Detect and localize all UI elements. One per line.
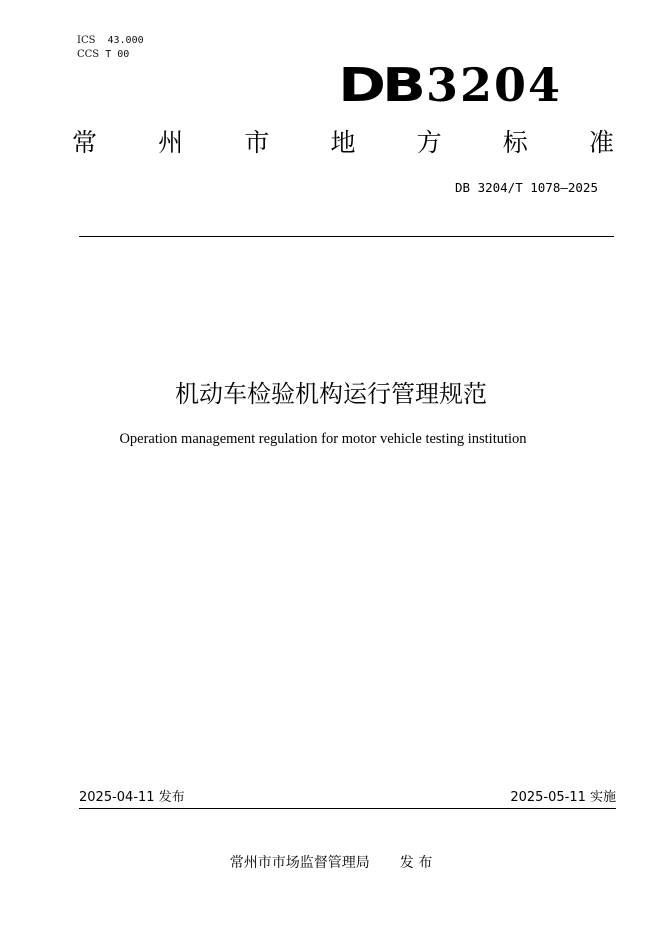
top-divider	[79, 236, 614, 237]
standard-type-char: 州	[158, 128, 184, 157]
document-title-english: Operation management regulation for motor vehicle testing institution	[119, 431, 527, 447]
standard-type-char: 方	[416, 128, 442, 157]
db-logo-letters: DB	[337, 58, 422, 112]
publisher-name: 常州市市场监督管理局	[229, 855, 370, 871]
bottom-divider	[79, 808, 616, 809]
standard-type-char: 常	[72, 128, 98, 157]
publisher-line	[0, 854, 662, 872]
ics-code: 43.000	[107, 35, 144, 46]
ccs-code: T 00	[105, 49, 130, 60]
issue-date: 2025-04-11 发布	[79, 790, 185, 805]
implementation-date: 2025-05-11 实施	[510, 790, 616, 805]
document-title-chinese: 机动车检验机构运行管理规范	[175, 380, 487, 408]
standard-type-char: 市	[244, 128, 270, 157]
db-logo-region-code: 3204	[425, 58, 562, 112]
standard-type-char: 地	[330, 128, 356, 157]
standard-number: DB 3204/T 1078—2025	[455, 180, 598, 195]
ccs-label: CCS	[77, 49, 100, 60]
ics-label: ICS	[77, 35, 96, 46]
publisher-action: 发 布	[399, 855, 433, 871]
standard-type-char: 准	[588, 128, 614, 157]
ccs-classification	[77, 47, 129, 62]
db-logo	[337, 56, 562, 112]
standard-type-heading	[72, 127, 614, 159]
standard-type-char: 标	[502, 128, 528, 157]
ics-classification	[77, 33, 144, 48]
